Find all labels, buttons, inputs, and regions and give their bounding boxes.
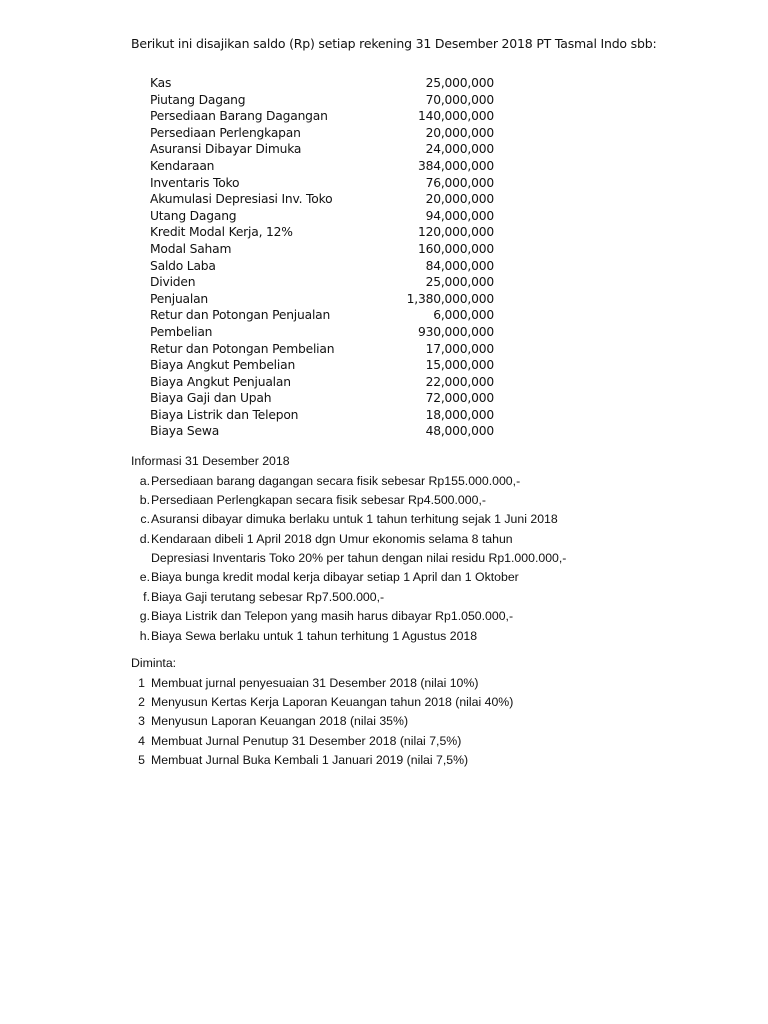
balance-row xyxy=(150,108,494,125)
account-amount: 94,000,000 xyxy=(425,208,494,223)
account-name: Biaya Sewa xyxy=(150,424,220,439)
task-number: 5 xyxy=(138,753,145,768)
balance-list xyxy=(150,75,494,440)
balance-row xyxy=(150,224,494,241)
info-title: Informasi 31 Desember 2018 xyxy=(131,454,290,468)
task-text: Menyusun Laporan Keuangan 2018 (nilai 35%) xyxy=(151,714,409,729)
info-text: Asuransi dibayar dimuka berlaku untuk 1 tahun terhitung sejak 1 Juni 2018 xyxy=(151,512,558,527)
account-name: Penjualan xyxy=(150,291,209,306)
info-section xyxy=(131,452,731,646)
task-number: 4 xyxy=(138,733,145,748)
info-item xyxy=(131,607,731,626)
info-text: Biaya Gaji terutang sebesar Rp7.500.000,- xyxy=(151,589,385,604)
account-amount: 18,000,000 xyxy=(425,407,494,422)
task-text: Membuat Jurnal Penutup 31 Desember 2018 (nilai 7,5%) xyxy=(151,733,462,748)
info-item xyxy=(131,530,731,549)
info-marker: f. xyxy=(143,589,150,604)
account-amount: 70,000,000 xyxy=(425,92,494,107)
info-item xyxy=(131,568,731,587)
account-name: Utang Dagang xyxy=(150,208,237,223)
task-item xyxy=(131,712,731,731)
account-name: Kas xyxy=(150,76,172,90)
account-name: Biaya Angkut Penjualan xyxy=(150,374,291,389)
balance-row xyxy=(150,191,494,208)
balance-row xyxy=(150,158,494,175)
info-text: Biaya bunga kredit modal kerja dibayar setiap 1 April dan 1 Oktober xyxy=(151,570,519,585)
account-name: Modal Saham xyxy=(150,241,232,256)
account-amount: 20,000,000 xyxy=(425,125,494,140)
account-amount: 160,000,000 xyxy=(417,241,494,256)
task-item xyxy=(131,732,731,751)
info-item xyxy=(131,627,731,646)
balance-row xyxy=(150,75,494,92)
balance-row xyxy=(150,92,494,109)
account-amount: 24,000,000 xyxy=(425,142,494,157)
account-amount: 930,000,000 xyxy=(417,324,494,339)
info-text: Persediaan Perlengkapan secara fisik sebesar Rp4.500.000,- xyxy=(151,492,486,507)
task-item xyxy=(131,674,731,693)
info-text: Persediaan barang dagangan secara fisik sebesar Rp155.000.000,- xyxy=(151,473,521,488)
account-amount: 384,000,000 xyxy=(417,158,494,173)
account-amount: 25,000,000 xyxy=(425,76,494,90)
info-text: Biaya Listrik dan Telepon yang masih harus dibayar Rp1.050.000,- xyxy=(151,609,514,624)
info-marker: e. xyxy=(139,570,150,585)
task-title: Diminta: xyxy=(131,656,177,670)
document-heading: Berikut ini disajikan saldo (Rp) setiap rekening 31 Desember 2018 PT Tasmal Indo sbb: xyxy=(131,36,657,51)
balance-row xyxy=(150,208,494,225)
balance-row xyxy=(150,258,494,275)
account-amount: 84,000,000 xyxy=(425,258,494,273)
task-text: Menyusun Kertas Kerja Laporan Keuangan tahun 2018 (nilai 40%) xyxy=(151,694,514,709)
info-item xyxy=(131,510,731,529)
info-item xyxy=(131,549,731,568)
task-number: 2 xyxy=(138,694,145,709)
info-item xyxy=(131,588,731,607)
info-text: Depresiasi Inventaris Toko 20% per tahun dengan nilai residu Rp1.000.000,- xyxy=(151,551,567,566)
task-number: 1 xyxy=(138,675,145,690)
task-text: Membuat Jurnal Buka Kembali 1 Januari 2019 (nilai 7,5%) xyxy=(151,753,469,768)
account-name: Biaya Gaji dan Upah xyxy=(150,391,272,406)
balance-row xyxy=(150,274,494,291)
balance-row xyxy=(150,407,494,424)
balance-row xyxy=(150,357,494,374)
account-amount: 120,000,000 xyxy=(417,225,494,240)
info-item xyxy=(131,491,731,510)
account-name: Kendaraan xyxy=(150,158,215,173)
account-amount: 17,000,000 xyxy=(425,341,494,356)
account-name: Retur dan Potongan Penjualan xyxy=(150,308,331,323)
info-text: Biaya Sewa berlaku untuk 1 tahun terhitung 1 Agustus 2018 xyxy=(151,628,478,643)
task-item xyxy=(131,751,731,770)
account-amount: 1,380,000,000 xyxy=(406,291,494,306)
account-name: Retur dan Potongan Pembelian xyxy=(150,341,335,356)
balance-row xyxy=(150,291,494,308)
info-marker: d. xyxy=(139,531,150,546)
task-item xyxy=(131,693,731,712)
task-section xyxy=(131,654,731,770)
account-name: Persediaan Barang Dagangan xyxy=(150,109,328,124)
balance-row xyxy=(150,175,494,192)
info-marker xyxy=(131,549,151,568)
info-marker: c. xyxy=(140,512,150,527)
info-marker: h. xyxy=(139,628,150,643)
balance-row xyxy=(150,241,494,258)
info-text: Kendaraan dibeli 1 April 2018 dgn Umur ekonomis selama 8 tahun xyxy=(151,531,513,546)
task-text: Membuat jurnal penyesuaian 31 Desember 2018 (nilai 10%) xyxy=(151,675,479,690)
task-number: 3 xyxy=(138,714,145,729)
account-name: Akumulasi Depresiasi Inv. Toko xyxy=(150,192,333,207)
account-name: Saldo Laba xyxy=(150,258,216,273)
account-name: Asuransi Dibayar Dimuka xyxy=(150,142,302,157)
balance-row xyxy=(150,423,494,440)
account-amount: 25,000,000 xyxy=(425,275,494,290)
balance-row xyxy=(150,390,494,407)
info-marker: b. xyxy=(139,492,150,507)
account-amount: 48,000,000 xyxy=(425,424,494,439)
balance-row xyxy=(150,341,494,358)
account-name: Kredit Modal Kerja, 12% xyxy=(150,225,293,240)
account-amount: 22,000,000 xyxy=(425,374,494,389)
account-name: Inventaris Toko xyxy=(150,175,240,190)
account-name: Dividen xyxy=(150,275,196,290)
account-name: Persediaan Perlengkapan xyxy=(150,125,301,140)
balance-row xyxy=(150,125,494,142)
account-name: Piutang Dagang xyxy=(150,92,246,107)
account-name: Biaya Listrik dan Telepon xyxy=(150,407,299,422)
balance-row xyxy=(150,324,494,341)
info-item xyxy=(131,472,731,491)
balance-row xyxy=(150,374,494,391)
account-amount: 140,000,000 xyxy=(417,109,494,124)
account-name: Biaya Angkut Pembelian xyxy=(150,358,296,373)
account-name: Pembelian xyxy=(150,324,213,339)
account-amount: 72,000,000 xyxy=(425,391,494,406)
info-marker: a. xyxy=(139,473,150,488)
account-amount: 20,000,000 xyxy=(425,192,494,207)
info-marker: g. xyxy=(139,609,150,624)
account-amount: 15,000,000 xyxy=(425,358,494,373)
balance-row xyxy=(150,141,494,158)
balance-row xyxy=(150,307,494,324)
account-amount: 76,000,000 xyxy=(425,175,494,190)
account-amount: 6,000,000 xyxy=(433,308,494,323)
